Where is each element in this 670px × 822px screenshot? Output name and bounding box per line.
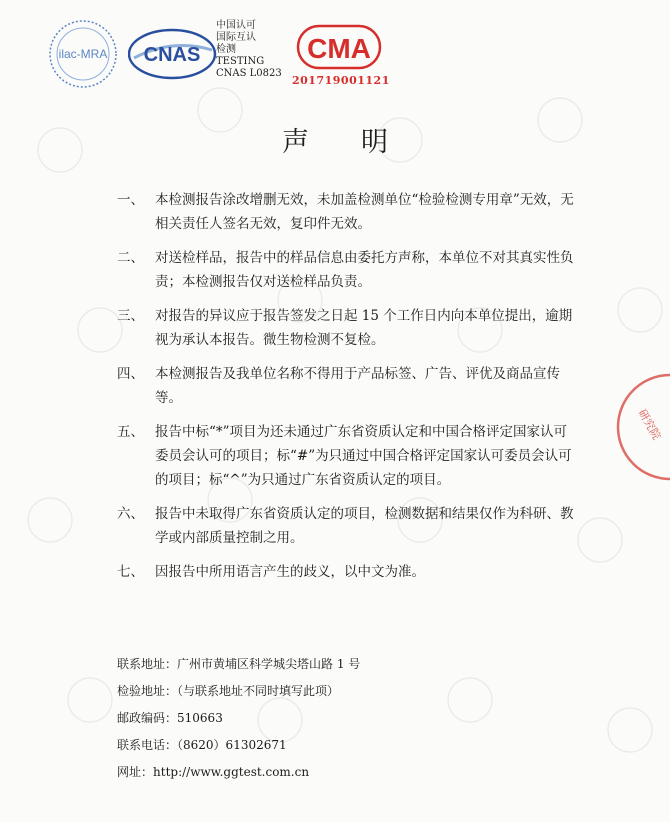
- contact-label: 检验地址：: [117, 684, 178, 698]
- clause-text: 对送检样品，报告中的样品信息由委托方声称，本单位不对其真实性负责；本检测报告仅对送检样品负责。: [155, 250, 574, 290]
- clause-number: 四、: [117, 366, 144, 382]
- clause-text: 报告中标“*”项目为还未通过广东省资质认定和中国合格评定国家认可委员会认可的项目；标“#”为只通过中国合格评定国家认可委员会认可的项目；标“^”为只通过广东省资质认定的项目。: [155, 424, 572, 488]
- contact-phone: [117, 735, 577, 762]
- contact-label: 邮政编码：: [117, 711, 178, 725]
- contact-postcode: [117, 708, 577, 735]
- clause-item: [117, 560, 577, 584]
- contact-info: [117, 654, 577, 789]
- clause-number: 七、: [117, 564, 144, 580]
- clause-item: [117, 502, 577, 550]
- ilac-mra-logo: [46, 18, 120, 90]
- clause-item: [117, 304, 577, 352]
- cnas-caption: 中国认可 国际互认 检测 TESTING CNAS L0823: [216, 20, 282, 79]
- clause-item: [117, 246, 577, 294]
- contact-website: [117, 762, 577, 789]
- statement-clauses: [117, 188, 577, 594]
- clause-number: 二、: [117, 250, 144, 266]
- clause-text: 本检测报告及我单位名称不得用于产品标签、广告、评优及商品宣传等。: [155, 366, 560, 406]
- contact-value: 广州市黄埔区科学城尖塔山路 1 号: [177, 657, 361, 671]
- contact-label: 联系电话：: [117, 738, 178, 752]
- cma-logo: [292, 20, 386, 80]
- clause-text: 报告中未取得广东省资质认定的项目，检测数据和结果仅作为科研、教学或内部质量控制之用。: [155, 506, 574, 546]
- clause-item: [117, 420, 577, 492]
- contact-value: （与联系地址不同时填写此项）: [177, 684, 340, 698]
- cma-number: 201719001121: [292, 74, 390, 87]
- svg-text:ilac-MRA: ilac-MRA: [58, 47, 108, 61]
- clause-number: 五、: [117, 424, 144, 440]
- contact-address: [117, 654, 577, 681]
- clause-text: 对报告的异议应于报告签发之日起 15 个工作日内向本单位提出，逾期视为承认本报告。微生物检测不复检。: [155, 308, 573, 348]
- contact-value: （8620）61302671: [177, 738, 287, 752]
- contact-label: 网址：: [117, 765, 154, 779]
- clause-number: 一、: [117, 192, 144, 208]
- red-seal-stamp: [580, 372, 670, 482]
- clause-number: 三、: [117, 308, 144, 324]
- svg-text:CMA: CMA: [307, 33, 371, 64]
- website-link[interactable]: http://www.ggtest.com.cn: [153, 765, 310, 779]
- certification-logos: [46, 14, 390, 90]
- contact-test-address: [117, 681, 577, 708]
- clause-text: 因报告中所用语言产生的歧义，以中文为准。: [155, 564, 425, 580]
- svg-text:CNAS: CNAS: [143, 44, 201, 66]
- page-title: 声明: [282, 127, 440, 158]
- contact-label: 联系地址：: [117, 657, 178, 671]
- clause-number: 六、: [117, 506, 144, 522]
- svg-text:研究院: 研究院: [635, 407, 664, 443]
- contact-value: 510663: [177, 711, 223, 725]
- clause-item: [117, 188, 577, 236]
- clause-item: [117, 362, 577, 410]
- clause-text: 本检测报告涂改增删无效，未加盖检测单位“检验检测专用章”无效，无相关责任人签名无效，复印件无效。: [155, 192, 574, 232]
